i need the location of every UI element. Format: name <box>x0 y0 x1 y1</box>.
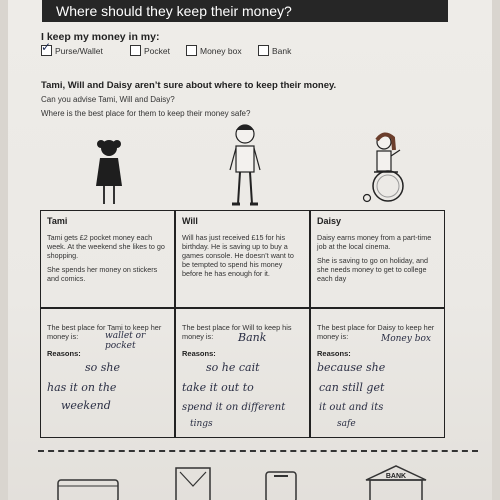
option-purse-wallet[interactable] <box>41 40 103 56</box>
option-label: Money box <box>200 45 242 56</box>
daisy-reason-line-4[interactable]: safe <box>337 419 356 429</box>
will-name: Will <box>182 216 198 226</box>
daisy-name: Daisy <box>317 216 342 226</box>
daisy-answer-field[interactable]: Money box <box>381 334 431 344</box>
option-label: Bank <box>272 45 292 56</box>
cut-line <box>38 450 478 452</box>
tami-reason-line-3[interactable]: weekend <box>61 399 111 412</box>
tick-mark-icon: ✓ <box>41 40 52 54</box>
advice-table <box>40 210 445 438</box>
daisy-description <box>317 233 435 288</box>
will-description <box>182 233 300 283</box>
checkbox-bank[interactable] <box>258 45 269 56</box>
daisy-reasons-label: Reasons: <box>317 349 351 358</box>
wallet-icon <box>58 480 118 500</box>
will-reason-line-4[interactable]: tings <box>190 419 213 429</box>
bank-sign-label: BANK <box>385 473 407 480</box>
pocket-icon <box>176 468 210 500</box>
daisy-desc-para-1: Daisy earns money from a part-time job at the local cinema. <box>317 233 432 251</box>
tami-desc-para-2: She spends her money on stickers and comics. <box>47 265 158 283</box>
option-label: Purse/Wallet <box>55 45 103 56</box>
bank-building-icon <box>366 466 426 500</box>
will-answer-field[interactable]: Bank <box>238 331 267 344</box>
worksheet-page <box>8 0 492 500</box>
will-reason-line-1[interactable]: so he cait <box>206 361 260 374</box>
will-reason-line-3[interactable]: spend it on different <box>182 402 286 413</box>
tami-column <box>41 211 174 437</box>
daisy-reason-line-3[interactable]: it out and its <box>319 402 384 413</box>
option-label: Pocket <box>144 45 170 56</box>
will-desc-para-1: Will has just received £15 for his birthday. He is saving up to buy a games console. He doesn’t want to be tempted to spend his money before he has enough for it. <box>182 233 294 278</box>
tami-reason-line-1[interactable]: so she <box>85 361 121 374</box>
question-line-1: Can you advise Tami, Will and Daisy? <box>41 95 175 104</box>
option-money-box[interactable] <box>186 45 242 56</box>
money-options <box>41 40 481 59</box>
option-bank[interactable] <box>258 45 291 56</box>
will-reasons-label: Reasons: <box>182 349 216 358</box>
daisy-reason-line-1[interactable]: because she <box>317 361 386 374</box>
money-box-icon <box>266 472 296 500</box>
tami-reasons-label: Reasons: <box>47 349 81 358</box>
will-best-place-text: The best place for Will to keep his money is: <box>182 323 292 341</box>
tami-desc-para-1: Tami gets £2 pocket money each week. At the weekend she likes to go shopping. <box>47 233 165 260</box>
tami-best-place-text: The best place for Tami to keep her money is: <box>47 323 162 341</box>
daisy-desc-para-2: She is saving to go on holiday, and she needs money to get to college each day <box>317 256 428 283</box>
tami-description <box>47 233 165 288</box>
worksheet-title: Where should they keep their money? <box>42 0 448 22</box>
will-reason-line-2[interactable]: take it out to <box>182 381 254 394</box>
option-pocket[interactable] <box>130 45 170 56</box>
keep-money-label: I keep my money in my: <box>41 31 160 43</box>
daisy-reason-line-2[interactable]: can still get <box>319 381 385 394</box>
tami-name: Tami <box>47 216 68 226</box>
daisy-best-place-text: The best place for Daisy to keep her money is: <box>317 323 435 341</box>
question-line-2: Where is the best place for them to keep their money safe? <box>41 109 251 118</box>
checkbox-pocket[interactable] <box>130 45 141 56</box>
bottom-options-illustration <box>48 462 468 500</box>
tami-answer-field[interactable]: wallet or pocket <box>105 331 146 351</box>
checkbox-purse-wallet[interactable] <box>41 40 52 56</box>
checkbox-money-box[interactable] <box>186 45 197 56</box>
tami-figure-icon <box>96 140 122 204</box>
will-column <box>176 211 309 437</box>
tami-reason-line-2[interactable]: has it on the <box>47 381 117 394</box>
daisy-column <box>311 211 444 437</box>
characters-illustration <box>38 120 478 212</box>
will-figure-icon <box>230 125 260 204</box>
daisy-wheelchair-figure-icon <box>364 134 404 201</box>
question-heading: Tami, Will and Daisy aren’t sure about where to keep their money. <box>41 80 337 91</box>
